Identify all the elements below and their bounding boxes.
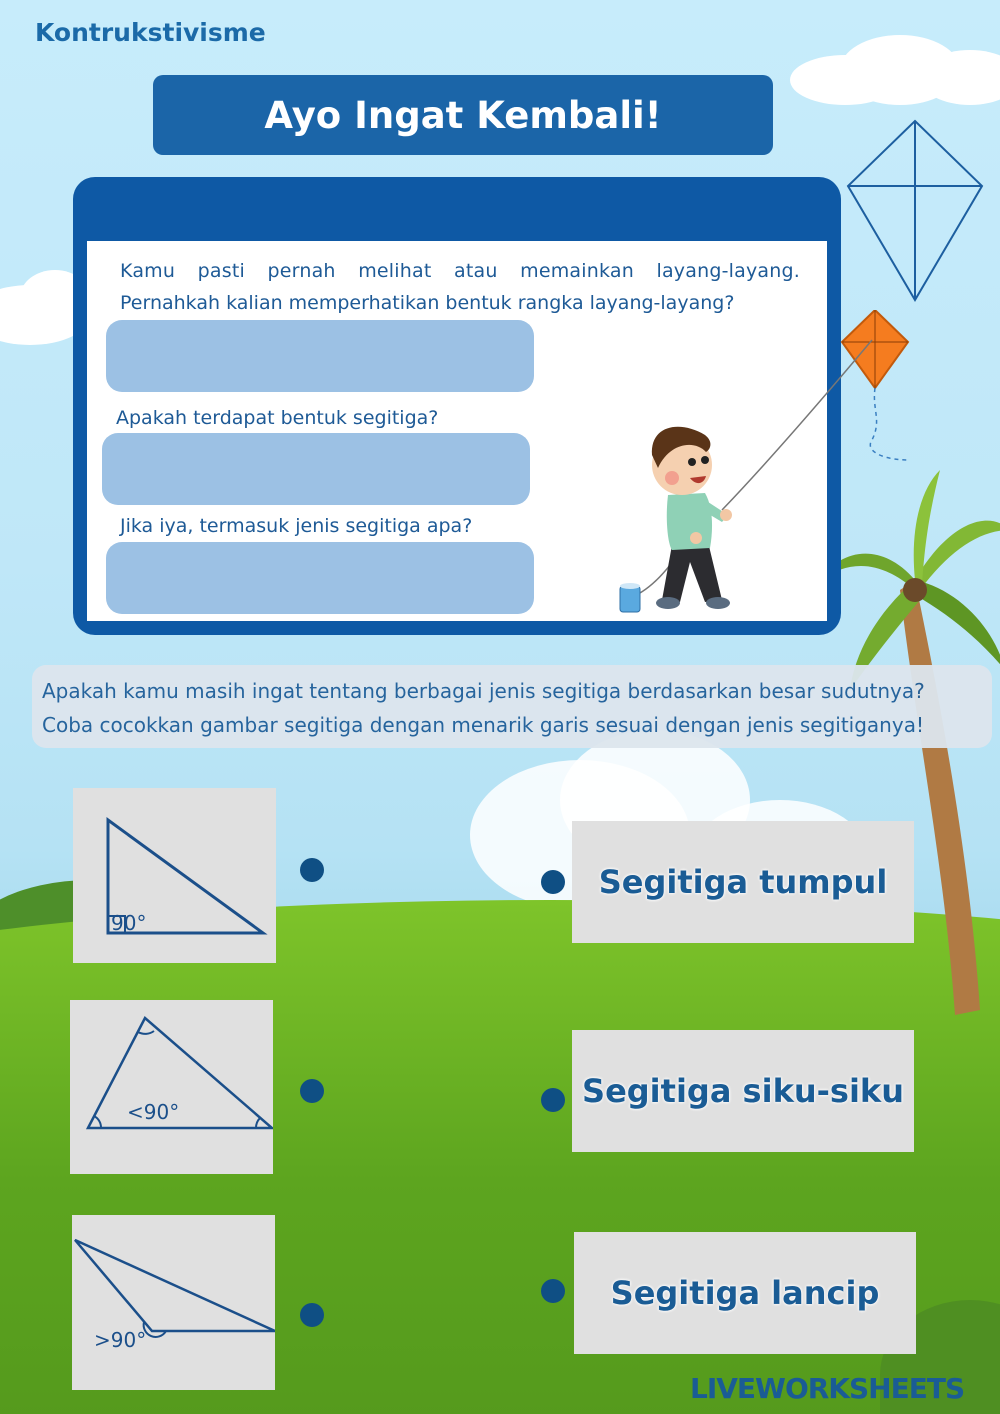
- triangle-card-right: [73, 788, 276, 963]
- match-dot-right-1[interactable]: [541, 870, 565, 894]
- answer-input-1[interactable]: [106, 320, 534, 392]
- intro-line-1: Kamu pasti pernah melihat atau memainkan layang-layang.: [120, 260, 800, 282]
- label-text-1: Segitiga tumpul: [598, 863, 888, 901]
- angle-label-obtuse: >90°: [94, 1328, 147, 1352]
- acute-triangle-icon: [70, 1000, 273, 1174]
- label-text-2: Segitiga siku-siku: [582, 1072, 904, 1110]
- kite-outline-icon: [845, 118, 985, 303]
- page-title: Ayo Ingat Kembali!: [264, 93, 662, 137]
- instruction-line-2: Coba cocokkan gambar segitiga dengan menarik garis sesuai dengan jenis segitiganya!: [42, 713, 924, 737]
- answer-input-2[interactable]: [102, 433, 530, 505]
- match-dot-left-2[interactable]: [300, 1079, 324, 1103]
- intro-line-2: Pernahkah kalian memperhatikan bentuk rangka layang-layang?: [120, 292, 735, 314]
- angle-label-acute: <90°: [127, 1100, 180, 1124]
- brand-label: Kontrukstivisme: [35, 18, 266, 47]
- label-card-1: [572, 821, 914, 943]
- triangle-card-acute: [70, 1000, 273, 1174]
- boy-flying-kite-illustration: [610, 310, 910, 620]
- answer-field-2[interactable]: [102, 433, 530, 505]
- match-dot-right-3[interactable]: [541, 1279, 565, 1303]
- triangle-card-obtuse: [72, 1215, 275, 1390]
- instruction-line-1: Apakah kamu masih ingat tentang berbagai jenis segitiga berdasarkan besar sudutnya?: [42, 679, 925, 703]
- question-2: Apakah terdapat bentuk segitiga?: [116, 407, 439, 429]
- obtuse-triangle-icon: [72, 1215, 275, 1390]
- logo-text: LIVEWORKSHEETS: [690, 1372, 965, 1405]
- liveworksheets-logo: [690, 1372, 964, 1405]
- match-dot-left-1[interactable]: [300, 858, 324, 882]
- instruction-box: [32, 665, 992, 748]
- title-banner: [153, 75, 773, 155]
- angle-label-right: 90°: [111, 911, 147, 935]
- answer-field-3[interactable]: [106, 542, 534, 614]
- question-3: Jika iya, termasuk jenis segitiga apa?: [120, 515, 473, 537]
- label-text-3: Segitiga lancip: [610, 1274, 880, 1312]
- label-card-2: [572, 1030, 914, 1152]
- match-dot-left-3[interactable]: [300, 1303, 324, 1327]
- answer-input-3[interactable]: [106, 542, 534, 614]
- label-card-3: [574, 1232, 916, 1354]
- answer-field-1[interactable]: [106, 320, 534, 392]
- right-triangle-icon: [73, 788, 276, 963]
- match-dot-right-2[interactable]: [541, 1088, 565, 1112]
